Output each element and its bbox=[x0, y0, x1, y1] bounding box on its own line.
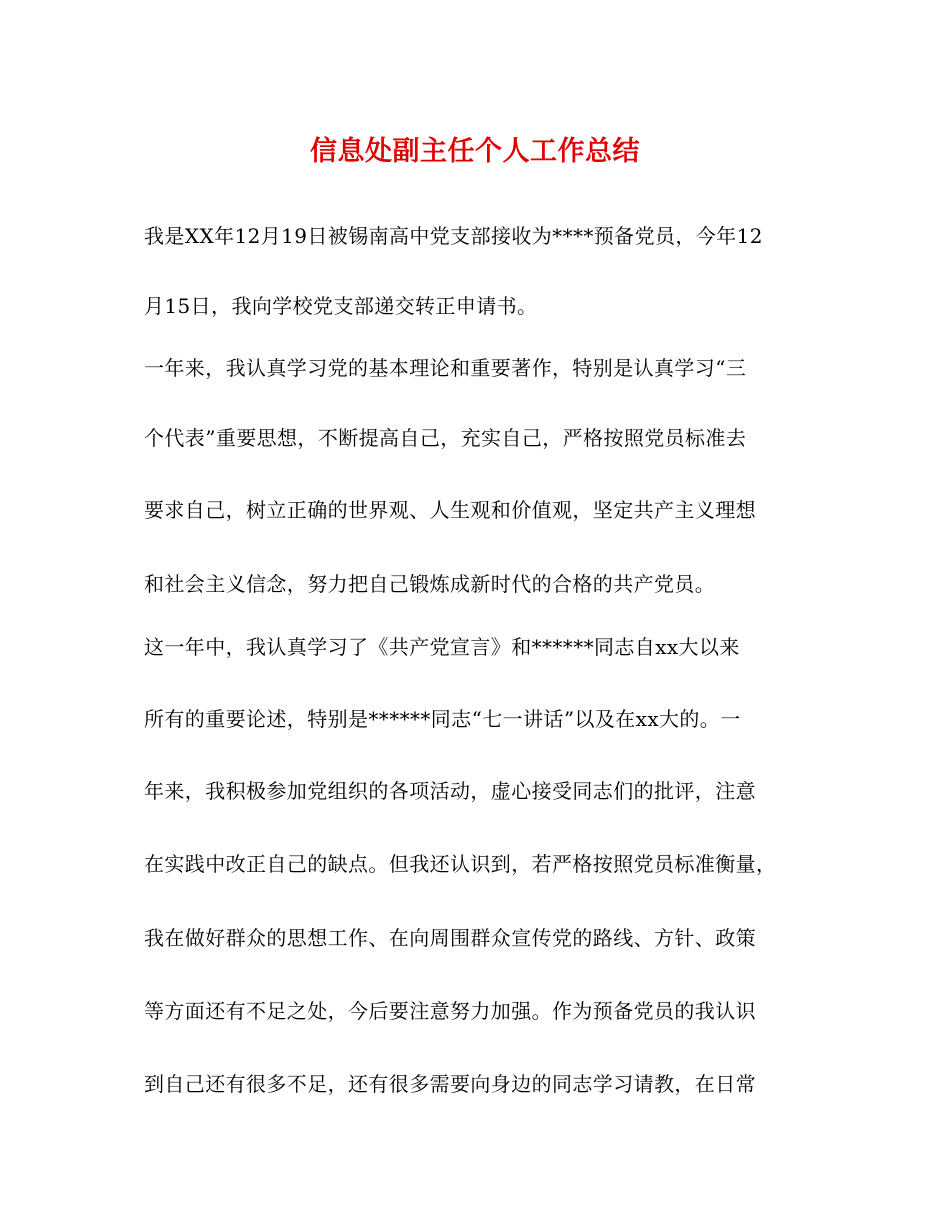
text-line: 一年来，我认真学习党的基本理论和重要著作，特别是认真学习“三 bbox=[144, 356, 747, 380]
text-line: 所有的重要论述，特别是******同志“七一讲话”以及在xx大的。一 bbox=[144, 707, 741, 731]
document-title: 信息处副主任个人工作总结 bbox=[310, 136, 640, 167]
text-line: 到自己还有很多不足，还有很多需要向身边的同志学习请教，在日常 bbox=[144, 1072, 756, 1096]
text-line: 等方面还有不足之处，今后要注意努力加强。作为预备党员的我认识 bbox=[144, 999, 756, 1023]
text-line: 我在做好群众的思想工作、在向周围群众宣传党的路线、方针、政策 bbox=[144, 926, 756, 950]
text-line: 这一年中，我认真学习了《共产党宣言》和******同志自xx大以来 bbox=[144, 635, 740, 659]
text-line: 在实践中改正自己的缺点。但我还认识到，若严格按照党员标准衡量， bbox=[144, 852, 777, 876]
text-line: 年来，我积极参加党组织的各项活动，虚心接受同志们的批评，注意 bbox=[144, 779, 756, 803]
text-line: 和社会主义信念，努力把自己锻炼成新时代的合格的共产党员。 bbox=[144, 572, 716, 596]
text-line: 月15日，我向学校党支部递交转正申请书。 bbox=[144, 294, 538, 318]
text-line: 个代表”重要思想，不断提高自己，充实自己，严格按照党员标准去 bbox=[144, 426, 747, 450]
text-line: 要求自己，树立正确的世界观、人生观和价值观，坚定共产主义理想 bbox=[144, 498, 756, 522]
text-line: 我是XX年12月19日被锡南高中党支部接收为****预备党员，今年12 bbox=[144, 224, 763, 248]
